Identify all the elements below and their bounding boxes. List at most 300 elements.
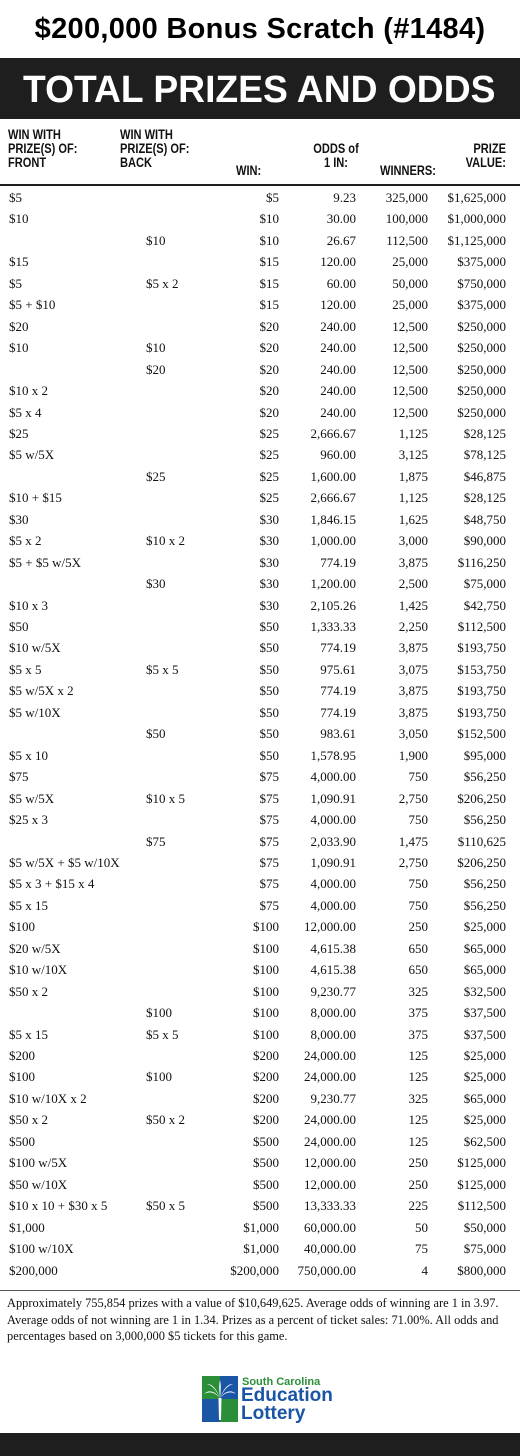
cell-win: $20: [259, 340, 279, 356]
cell-win: $100: [253, 1026, 279, 1042]
table-row: [0, 723, 520, 744]
cell-value: $193,750: [457, 683, 506, 699]
cell-front: $5 w/5X + $5 w/10X: [9, 854, 120, 870]
cell-win: $500: [253, 1155, 279, 1171]
cell-winners: 50,000: [392, 275, 428, 291]
cell-win: $30: [259, 511, 279, 527]
cell-front: $10 w/5X: [9, 640, 61, 656]
header-front: WIN WITH PRIZE(S) OF: FRONT: [8, 127, 78, 170]
header-winners: WINNERS:: [380, 163, 436, 178]
cell-value: $250,000: [457, 383, 506, 399]
header-win: WIN:: [236, 163, 262, 178]
cell-winners: 50: [415, 1219, 428, 1235]
table-row: [0, 680, 520, 701]
cell-value: $65,000: [463, 940, 506, 956]
cell-odds: 4,000.00: [310, 897, 356, 913]
cell-back: $25: [146, 468, 166, 484]
cell-front: $100: [9, 1069, 35, 1085]
table-row: [0, 273, 520, 294]
cell-value: $25,000: [463, 1048, 506, 1063]
header-divider: [0, 184, 520, 186]
cell-odds: 774.19: [320, 640, 356, 656]
cell-value: $375,000: [457, 297, 506, 313]
table-row: [0, 659, 520, 680]
cell-winners: 125: [408, 1048, 428, 1063]
table-row: [0, 1066, 520, 1087]
cell-odds: 40,000.00: [304, 1241, 356, 1257]
cell-winners: 3,075: [398, 661, 428, 677]
table-row: [0, 466, 520, 487]
table-row: [0, 509, 520, 530]
cell-winners: 3,875: [398, 683, 428, 699]
cell-front: $100 w/10X: [9, 1241, 74, 1257]
table-row: [0, 487, 520, 508]
cell-win: $50: [259, 683, 279, 699]
cell-front: $5 w/10X: [9, 704, 61, 720]
cell-back: $50: [146, 726, 166, 742]
cell-odds: 774.19: [320, 704, 356, 720]
cell-back: $10: [146, 340, 166, 356]
cell-win: $30: [259, 597, 279, 613]
cell-back: $10: [146, 232, 166, 248]
cell-winners: 3,000: [398, 533, 428, 549]
table-row: [0, 595, 520, 616]
cell-win: $25: [259, 447, 279, 463]
cell-back: $50 x 2: [146, 1112, 185, 1128]
cell-winners: 4: [421, 1262, 428, 1278]
cell-front: $20 w/5X: [9, 940, 61, 956]
cell-front: $5 x 4: [9, 404, 42, 420]
cell-odds: 774.19: [320, 554, 356, 570]
cell-odds: 4,000.00: [310, 876, 356, 892]
cell-winners: 750: [408, 769, 428, 785]
cell-win: $75: [259, 876, 279, 892]
cell-value: $125,000: [457, 1155, 506, 1171]
cell-win: $15: [259, 254, 279, 270]
cell-win: $200,000: [230, 1262, 279, 1278]
cell-value: $90,000: [463, 533, 506, 549]
cell-winners: 1,625: [398, 511, 428, 527]
cell-value: $56,250: [463, 812, 506, 828]
footer-divider: [0, 1290, 520, 1291]
cell-winners: 1,125: [398, 425, 428, 441]
cell-win: $15: [259, 275, 279, 291]
cell-odds: 30.00: [326, 211, 356, 227]
table-row: [0, 1174, 520, 1195]
table-row: [0, 1260, 520, 1281]
cell-winners: 1,125: [398, 490, 428, 506]
cell-win: $75: [259, 812, 279, 828]
cell-value: $800,000: [457, 1262, 506, 1278]
cell-win: $30: [259, 533, 279, 549]
cell-win: $10: [259, 232, 279, 248]
table-row: [0, 402, 520, 423]
table-row: [0, 1002, 520, 1023]
bottom-bar: [0, 1433, 520, 1456]
cell-odds: 60,000.00: [304, 1219, 356, 1235]
title-banner: [0, 58, 520, 119]
cell-value: $750,000: [457, 275, 506, 291]
cell-winners: 75: [415, 1241, 428, 1257]
cell-win: $15: [259, 297, 279, 313]
banner-title: TOTAL PRIZES AND ODDS: [23, 69, 496, 111]
cell-win: $20: [259, 361, 279, 377]
table-row: [0, 916, 520, 937]
cell-winners: 1,900: [398, 747, 428, 763]
table-row: [0, 573, 520, 594]
cell-odds: 13,333.33: [304, 1198, 356, 1214]
table-row: [0, 316, 520, 337]
cell-winners: 750: [408, 897, 428, 913]
cell-value: $152,500: [457, 726, 506, 742]
cell-win: $50: [259, 661, 279, 677]
cell-winners: 12,500: [392, 404, 428, 420]
sc-education-lottery-logo: [202, 1376, 362, 1426]
cell-value: $32,500: [463, 983, 506, 999]
cell-odds: 750,000.00: [297, 1262, 356, 1278]
table-row: [0, 359, 520, 380]
cell-value: $193,750: [457, 704, 506, 720]
cell-winners: 100,000: [385, 211, 428, 227]
cell-win: $25: [259, 490, 279, 506]
cell-odds: 120.00: [320, 297, 356, 313]
cell-front: $5 + $10: [9, 297, 56, 313]
cell-win: $50: [259, 619, 279, 634]
table-row: [0, 831, 520, 852]
cell-win: $75: [259, 833, 279, 849]
cell-odds: 1,000.00: [310, 533, 356, 549]
cell-odds: 2,666.67: [310, 490, 356, 506]
cell-value: $25,000: [463, 919, 506, 935]
cell-winners: 2,500: [398, 576, 428, 592]
cell-value: $50,000: [463, 1219, 506, 1235]
cell-win: $500: [253, 1176, 279, 1192]
cell-value: $375,000: [457, 254, 506, 270]
cell-win: $50: [259, 704, 279, 720]
cell-value: $65,000: [463, 962, 506, 978]
footnote: Approximately 755,854 prizes with a value of $10,649,625. Average odds of winning are 1 in 3.97. Average odds of not winning are 1 in 1.34. Prizes as a percent of ticket sales: 71.00%. All odds and percentages based on 3,000,000 $5 tickets for this game.: [7, 1296, 499, 1343]
table-row: [0, 1195, 520, 1216]
table-row: [0, 187, 520, 208]
table-row: [0, 766, 520, 787]
cell-back: $30: [146, 576, 166, 592]
table-row: [0, 337, 520, 358]
cell-odds: 975.61: [320, 661, 356, 677]
table-row: [0, 1109, 520, 1130]
table-row: [0, 1152, 520, 1173]
cell-winners: 650: [408, 940, 428, 956]
cell-value: $37,500: [463, 1026, 506, 1042]
cell-front: $75: [9, 769, 29, 785]
cell-odds: 9.23: [333, 190, 356, 205]
cell-back: $20: [146, 361, 166, 377]
table-row: [0, 1045, 520, 1066]
cell-front: $5 + $5 w/5X: [9, 554, 81, 570]
cell-winners: 12,500: [392, 383, 428, 399]
table-row: [0, 637, 520, 658]
cell-win: $100: [253, 940, 279, 956]
cell-win: $1,000: [243, 1219, 279, 1235]
cell-win: $25: [259, 468, 279, 484]
cell-front: $5 x 5: [9, 661, 42, 677]
cell-front: $30: [9, 511, 29, 527]
cell-value: $75,000: [463, 576, 506, 592]
cell-value: $46,875: [463, 468, 506, 484]
cell-value: $125,000: [457, 1176, 506, 1192]
cell-front: $10 x 10 + $30 x 5: [9, 1198, 108, 1214]
cell-win: $100: [253, 962, 279, 978]
logo-line-2: Education: [241, 1385, 333, 1406]
cell-odds: 2,105.26: [310, 597, 356, 613]
cell-winners: 1,875: [398, 468, 428, 484]
cell-front: $5: [9, 190, 22, 205]
cell-odds: 26.67: [326, 232, 356, 248]
cell-odds: 8,000.00: [310, 1005, 356, 1021]
cell-win: $75: [259, 854, 279, 870]
cell-front: $10 x 3: [9, 597, 48, 613]
cell-value: $62,500: [463, 1133, 506, 1149]
game-title: $200,000 Bonus Scratch (#1484): [34, 13, 486, 45]
cell-value: $153,750: [457, 661, 506, 677]
cell-winners: 650: [408, 962, 428, 978]
cell-odds: 12,000.00: [304, 919, 356, 935]
cell-odds: 12,000.00: [304, 1176, 356, 1192]
cell-winners: 325: [408, 983, 428, 999]
cell-odds: 774.19: [320, 683, 356, 699]
cell-win: $10: [259, 211, 279, 227]
cell-winners: 2,750: [398, 854, 428, 870]
cell-winners: 12,500: [392, 340, 428, 356]
cell-winners: 1,475: [398, 833, 428, 849]
table-row: [0, 745, 520, 766]
cell-odds: 240.00: [320, 318, 356, 334]
cell-win: $50: [259, 747, 279, 763]
cell-odds: 1,600.00: [310, 468, 356, 484]
cell-value: $48,750: [463, 511, 506, 527]
cell-value: $78,125: [463, 447, 506, 463]
cell-winners: 25,000: [392, 297, 428, 313]
cell-value: $56,250: [463, 769, 506, 785]
cell-winners: 750: [408, 812, 428, 828]
cell-winners: 2,750: [398, 790, 428, 806]
cell-odds: 60.00: [326, 275, 356, 291]
cell-front: $5 x 15: [9, 897, 48, 913]
cell-odds: 4,615.38: [310, 962, 356, 978]
cell-back: $50 x 5: [146, 1198, 185, 1214]
header-prize-value: PRIZE VALUE:: [465, 141, 506, 170]
cell-value: $112,500: [457, 619, 506, 634]
cell-odds: 9,230.77: [310, 1090, 356, 1106]
cell-front: $10 w/10X x 2: [9, 1090, 87, 1106]
cell-winners: 125: [408, 1133, 428, 1149]
cell-front: $20: [9, 318, 29, 334]
table-row: [0, 380, 520, 401]
cell-win: $1,000: [243, 1241, 279, 1257]
cell-front: $50: [9, 619, 29, 634]
table-row: [0, 1131, 520, 1152]
cell-front: $5 w/5X x 2: [9, 683, 74, 699]
table-row: [0, 444, 520, 465]
logo-line-3: Lottery: [241, 1403, 306, 1424]
cell-odds: 120.00: [320, 254, 356, 270]
cell-back: $10 x 2: [146, 533, 185, 549]
cell-odds: 1,200.00: [310, 576, 356, 592]
cell-odds: 24,000.00: [304, 1048, 356, 1063]
cell-odds: 24,000.00: [304, 1133, 356, 1149]
cell-winners: 112,500: [386, 232, 428, 248]
cell-winners: 250: [408, 919, 428, 935]
cell-value: $56,250: [463, 897, 506, 913]
cell-front: $50 w/10X: [9, 1176, 68, 1192]
cell-win: $75: [259, 897, 279, 913]
cell-winners: 3,125: [398, 447, 428, 463]
cell-value: $28,125: [463, 490, 506, 506]
cell-front: $5: [9, 275, 22, 291]
header-odds: ODDS of 1 IN:: [313, 141, 359, 170]
cell-value: $28,125: [463, 425, 506, 441]
table-row: [0, 230, 520, 251]
table-row: [0, 788, 520, 809]
cell-front: $10 + $15: [9, 490, 62, 506]
cell-value: $95,000: [463, 747, 506, 763]
cell-value: $37,500: [463, 1005, 506, 1021]
cell-value: $206,250: [457, 854, 506, 870]
table-row: [0, 938, 520, 959]
cell-value: $1,125,000: [447, 232, 506, 248]
cell-front: $200,000: [9, 1262, 58, 1278]
cell-win: $50: [259, 726, 279, 742]
table-row: [0, 294, 520, 315]
cell-value: $116,250: [457, 554, 506, 570]
cell-winners: 12,500: [392, 318, 428, 334]
cell-win: $500: [253, 1133, 279, 1149]
cell-winners: 125: [408, 1112, 428, 1128]
cell-win: $30: [259, 554, 279, 570]
cell-front: $5 x 15: [9, 1026, 48, 1042]
cell-front: $10: [9, 211, 29, 227]
cell-win: $50: [259, 640, 279, 656]
cell-front: $5 w/5X: [9, 447, 55, 463]
table-row: [0, 208, 520, 229]
cell-win: $200: [253, 1069, 279, 1085]
cell-front: $50 x 2: [9, 983, 48, 999]
cell-win: $100: [253, 983, 279, 999]
cell-win: $5: [266, 190, 279, 205]
cell-odds: 8,000.00: [310, 1026, 356, 1042]
cell-front: $100 w/5X: [9, 1155, 68, 1171]
cell-odds: 1,090.91: [310, 854, 356, 870]
cell-back: $10 x 5: [146, 790, 185, 806]
cell-winners: 2,250: [398, 619, 428, 634]
table-row: [0, 423, 520, 444]
table-row: [0, 616, 520, 637]
cell-winners: 325,000: [385, 190, 428, 205]
cell-value: $112,500: [457, 1198, 506, 1214]
cell-winners: 3,875: [398, 704, 428, 720]
cell-value: $1,625,000: [447, 190, 506, 205]
cell-value: $42,750: [463, 597, 506, 613]
logo-line-1: South Carolina: [242, 1376, 321, 1388]
cell-winners: 250: [408, 1155, 428, 1171]
cell-odds: 4,615.38: [310, 940, 356, 956]
cell-win: $75: [259, 790, 279, 806]
table-row: [0, 809, 520, 830]
cell-value: $110,625: [457, 833, 506, 849]
cell-front: $200: [9, 1048, 35, 1063]
cell-winners: 375: [408, 1026, 428, 1042]
header-back: WIN WITH PRIZE(S) OF: BACK: [120, 127, 190, 170]
table-row: [0, 959, 520, 980]
table-row: [0, 1217, 520, 1238]
cell-back: $100: [146, 1005, 172, 1021]
table-row: [0, 873, 520, 894]
cell-odds: 1,333.33: [310, 619, 356, 634]
cell-front: $5 w/5X: [9, 790, 55, 806]
cell-odds: 960.00: [320, 447, 356, 463]
cell-value: $206,250: [457, 790, 506, 806]
cell-odds: 240.00: [320, 361, 356, 377]
cell-front: $50 x 2: [9, 1112, 48, 1128]
cell-back: $100: [146, 1069, 172, 1085]
cell-value: $25,000: [463, 1112, 506, 1128]
cell-odds: 983.61: [320, 726, 356, 742]
cell-value: $250,000: [457, 318, 506, 334]
cell-winners: 325: [408, 1090, 428, 1106]
cell-odds: 240.00: [320, 340, 356, 356]
cell-front: $5 x 2: [9, 533, 42, 549]
cell-win: $200: [253, 1090, 279, 1106]
table-row: [0, 702, 520, 723]
cell-odds: 2,033.90: [310, 833, 356, 849]
cell-value: $25,000: [463, 1069, 506, 1085]
cell-win: $100: [253, 1005, 279, 1021]
cell-value: $75,000: [463, 1241, 506, 1257]
cell-winners: 25,000: [392, 254, 428, 270]
table-row: [0, 1238, 520, 1259]
cell-odds: 4,000.00: [310, 769, 356, 785]
cell-winners: 750: [408, 876, 428, 892]
cell-winners: 250: [408, 1176, 428, 1192]
cell-winners: 1,425: [398, 597, 428, 613]
table-row: [0, 895, 520, 916]
cell-odds: 24,000.00: [304, 1069, 356, 1085]
cell-front: $100: [9, 919, 35, 935]
cell-back: $5 x 5: [146, 1026, 179, 1042]
cell-win: $30: [259, 576, 279, 592]
cell-win: $200: [253, 1112, 279, 1128]
cell-winners: 3,050: [398, 726, 428, 742]
cell-winners: 3,875: [398, 640, 428, 656]
cell-front: $25 x 3: [9, 812, 48, 828]
table-row: [0, 251, 520, 272]
cell-value: $250,000: [457, 361, 506, 377]
cell-value: $250,000: [457, 404, 506, 420]
cell-odds: 12,000.00: [304, 1155, 356, 1171]
cell-front: $15: [9, 254, 29, 270]
cell-odds: 1,846.15: [310, 511, 356, 527]
cell-win: $75: [259, 769, 279, 785]
cell-front: $10: [9, 340, 29, 356]
cell-odds: 2,666.67: [310, 425, 356, 441]
cell-value: $56,250: [463, 876, 506, 892]
cell-odds: 9,230.77: [310, 983, 356, 999]
cell-odds: 24,000.00: [304, 1112, 356, 1128]
table-row: [0, 552, 520, 573]
cell-win: $100: [253, 919, 279, 935]
cell-back: $75: [146, 833, 166, 849]
cell-win: $25: [259, 425, 279, 441]
table-row: [0, 981, 520, 1002]
